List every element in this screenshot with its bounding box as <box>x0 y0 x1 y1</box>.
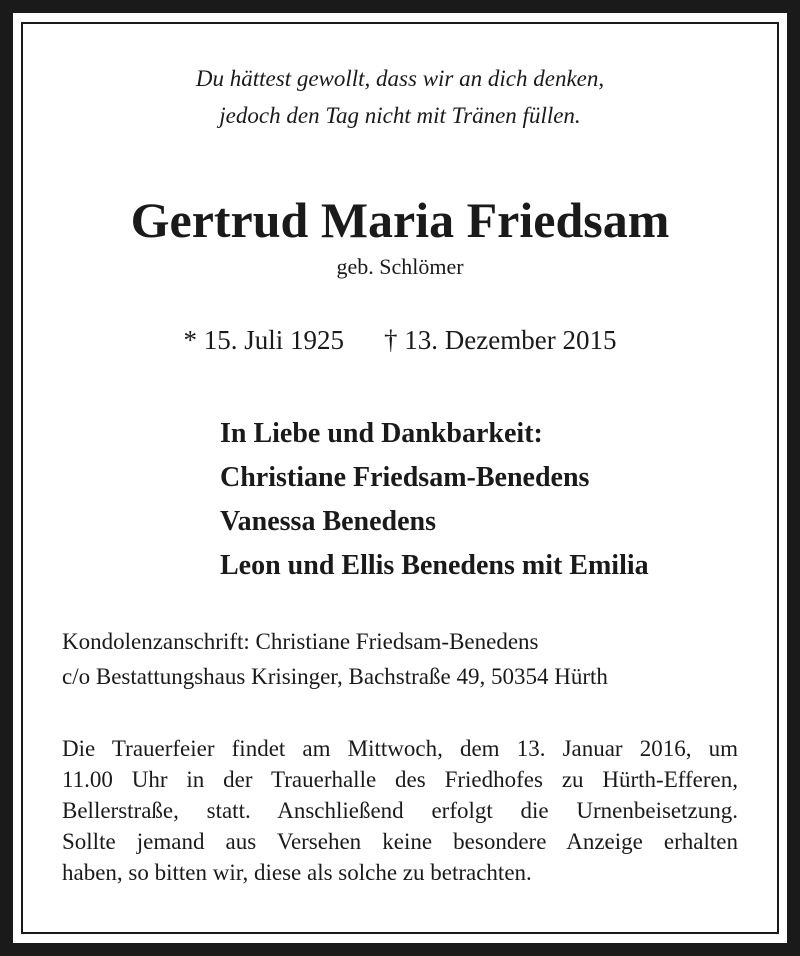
condolence-address <box>62 624 608 694</box>
maiden-name: geb. Schlömer <box>336 254 464 279</box>
condolence-line-2: c/o Bestattungshaus Krisinger, Bachstraße 49, 50354 Hürth <box>62 664 608 689</box>
service-line: Sollte jemand aus Versehen keine besondere Anzeige erhalten <box>62 829 738 854</box>
service-line: haben, so bitten wir, diese als solche zu betrachten. <box>62 860 532 885</box>
service-line: Bellerstraße, statt. Anschließend erfolgt die Urnenbeisetzung. <box>62 798 738 823</box>
family-member: Vanessa Benedens <box>220 506 437 537</box>
deceased-name: Gertrud Maria Friedsam <box>130 192 670 248</box>
family-signatures <box>220 412 649 588</box>
family-heading: In Liebe und Dankbarkeit: <box>220 418 543 449</box>
funeral-service-notice <box>62 733 738 888</box>
service-line: 11.00 Uhr in der Trauerhalle des Friedhofes zu Hürth-Efferen, <box>62 767 738 792</box>
death-date: † 13. Dezember 2015 <box>384 325 617 355</box>
motto-line-2: jedoch den Tag nicht mit Tränen füllen. <box>219 103 581 128</box>
motto-line-1: Du hättest gewollt, dass wir an dich denken, <box>195 66 605 91</box>
family-member: Leon und Ellis Benedens mit Emilia <box>220 550 649 581</box>
motto-verse <box>0 60 800 134</box>
condolence-line-1: Kondolenzanschrift: Christiane Friedsam-Benedens <box>62 629 539 654</box>
birth-date: * 15. Juli 1925 <box>183 325 345 355</box>
service-line: Die Trauerfeier findet am Mittwoch, dem 13. Januar 2016, um <box>62 736 738 761</box>
family-member: Christiane Friedsam-Benedens <box>220 462 590 493</box>
life-dates <box>0 322 800 358</box>
